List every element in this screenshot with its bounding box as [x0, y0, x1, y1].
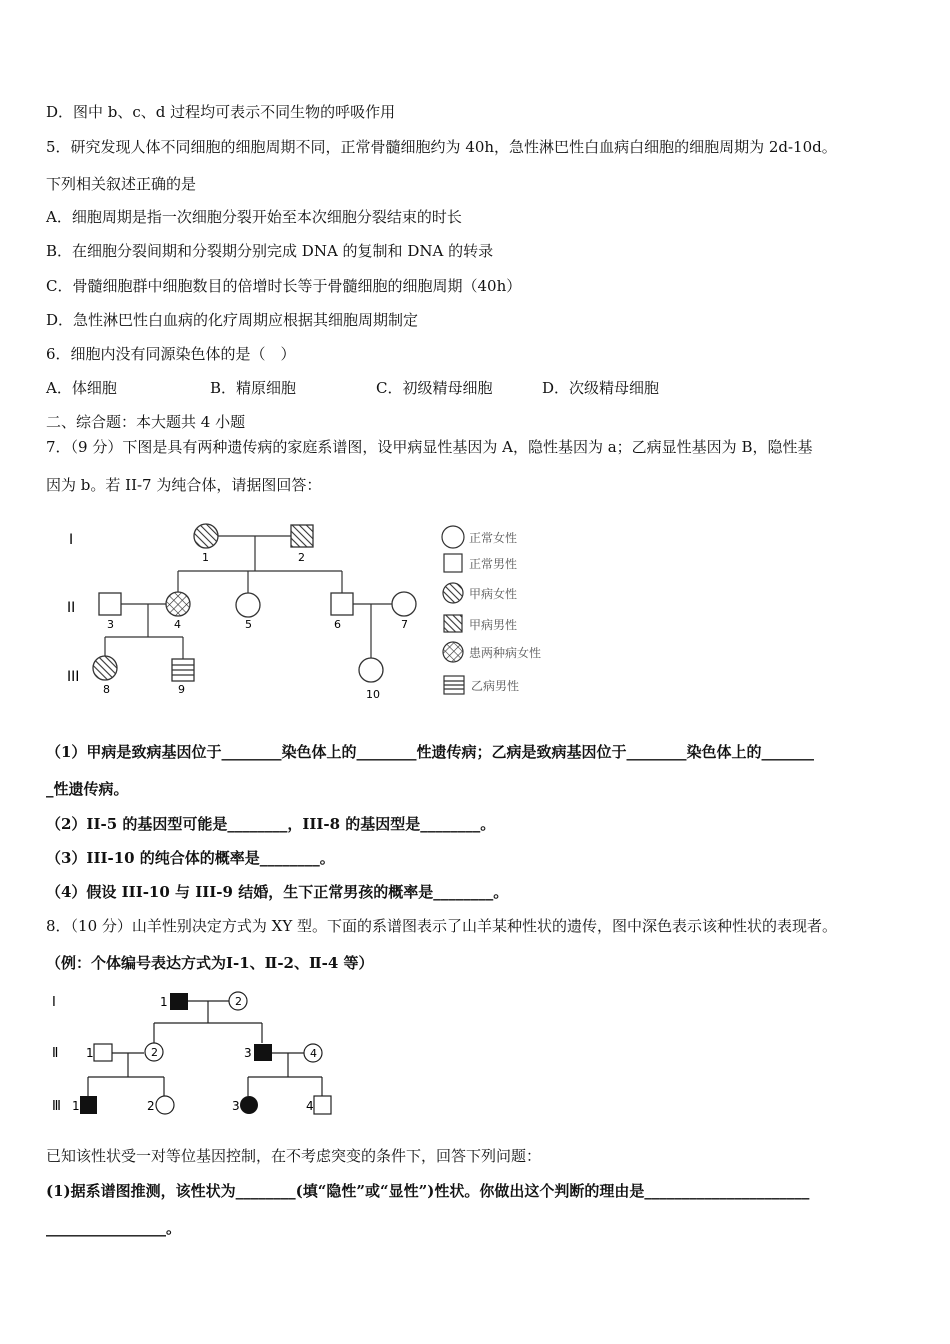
q7-part4: （4）假设 III-10 与 III-9 结婚，生下正常男孩的概率是________。 — [46, 883, 509, 901]
q7-num-6: 6 — [334, 618, 341, 631]
q7-part2: （2）II-5 的基因型可能是________，III-8 的基因型是________。 — [46, 815, 496, 833]
q7-num-1: 1 — [202, 551, 209, 564]
q8-individual-III-1 — [80, 1096, 97, 1114]
section-heading: 二、综合题：本大题共 4 小题 — [46, 413, 246, 431]
q8-known: 已知该性状受一对等位基因控制，在不考虑突变的条件下，回答下列问题： — [46, 1147, 542, 1165]
q8-num-III-4: 4 — [306, 1099, 314, 1113]
legend-both-female-label: 患两种病女性 — [469, 646, 542, 660]
q7-individual-II-6 — [331, 593, 353, 615]
q7-individual-II-4 — [166, 592, 190, 616]
q7-part3: （3）III-10 的纯合体的概率是________。 — [46, 849, 335, 867]
q8-num-I-1: 1 — [160, 995, 168, 1009]
q7-stem-line2: 因为 b。若 II-7 为纯合体，请据图回答： — [46, 476, 322, 494]
q7-gen-I: I — [69, 532, 74, 548]
q7-part1-line1: （1）甲病是致病基因位于________染色体上的________性遗传病；乙病是致病基因位于________染色体上的_______ — [46, 743, 814, 761]
q8-num-III-2: 2 — [147, 1099, 155, 1113]
q6-option-a: A．体细胞 — [46, 379, 117, 397]
legend-normal-male-label: 正常男性 — [469, 557, 518, 571]
q7-num-3: 3 — [107, 618, 114, 631]
legend-normal-female-symbol — [442, 526, 464, 548]
q7-stem-line1: 7．（9 分）下图是具有两种遗传病的家庭系谱图，设甲病显性基因为 A，隐性基因为 a；乙病显性基因为 B，隐性基 — [46, 438, 813, 456]
q7-num-4: 4 — [174, 618, 181, 631]
q7-individual-III-10 — [359, 658, 383, 682]
q7-legend — [442, 526, 541, 694]
q8-num-I-2: 2 — [235, 995, 242, 1008]
q7-pedigree — [55, 515, 615, 710]
q8-individual-III-3 — [240, 1096, 258, 1114]
q7-num-2: 2 — [298, 551, 305, 564]
q8-num-III-1: 1 — [72, 1099, 80, 1113]
q5-option-d: D．急性淋巴性白血病的化疗周期应根据其细胞周期制定 — [46, 311, 419, 329]
q8-num-II-2: 2 — [151, 1046, 158, 1059]
q6-option-b: B．精原细胞 — [210, 379, 297, 397]
q7-num-9: 9 — [178, 683, 185, 696]
legend-a-male-label: 甲病男性 — [469, 618, 518, 632]
q8-num-II-1: 1 — [86, 1046, 94, 1060]
q8-individual-I-1 — [170, 993, 188, 1010]
q8-individual-III-4 — [314, 1096, 331, 1114]
q7-num-7: 7 — [401, 618, 408, 631]
legend-a-female-label: 甲病女性 — [469, 587, 518, 601]
q8-num-II-4: 4 — [310, 1047, 317, 1060]
q7-individual-II-3 — [99, 593, 121, 615]
q8-gen-III: Ⅲ — [52, 1099, 61, 1114]
q8-individual-II-1 — [94, 1044, 112, 1061]
q5-option-a: A．细胞周期是指一次细胞分裂开始至本次细胞分裂结束的时长 — [46, 208, 462, 226]
legend-b-male-label: 乙病男性 — [471, 679, 520, 693]
q8-part1-line2: ________________。 — [46, 1219, 182, 1237]
legend-a-female-symbol — [443, 583, 463, 603]
q7-num-10: 10 — [366, 688, 380, 701]
q5-option-b: B．在细胞分裂间期和分裂期分别完成 DNA 的复制和 DNA 的转录 — [46, 242, 494, 260]
q7-gen-II: II — [67, 600, 76, 616]
q8-num-II-3: 3 — [244, 1046, 252, 1060]
q7-part1-line2: _性遗传病。 — [46, 780, 129, 798]
q8-part1-line1: (1)据系谱图推测，该性状为________(填“隐性”或“显性”)性状。你做出这个判断的理由是______________________ — [46, 1182, 810, 1200]
q7-individual-II-7 — [392, 592, 416, 616]
q8-pedigree — [46, 985, 346, 1120]
legend-a-male-symbol — [444, 615, 462, 632]
q7-individual-I-2 — [291, 525, 313, 547]
q6-option-d: D．次级精母细胞 — [542, 379, 660, 397]
q8-num-III-3: 3 — [232, 1099, 240, 1113]
legend-both-female-symbol — [443, 642, 463, 662]
q8-stem-line2: （例：个体编号表达方式为Ⅰ-1、Ⅱ-2、Ⅱ-4 等） — [46, 954, 374, 972]
q7-individual-III-8 — [93, 656, 117, 680]
q7-individual-II-5 — [236, 593, 260, 617]
q8-individual-III-2 — [156, 1096, 174, 1114]
legend-normal-female-label: 正常女性 — [469, 531, 518, 545]
q7-num-8: 8 — [103, 683, 110, 696]
q5-stem-line2: 下列相关叙述正确的是 — [46, 175, 197, 193]
q7-gen-III: III — [67, 669, 80, 685]
q8-individual-II-3 — [254, 1044, 272, 1061]
q7-num-5: 5 — [245, 618, 252, 631]
q6-stem: 6．细胞内没有同源染色体的是（ ） — [46, 345, 296, 363]
q5-stem-line1: 5．研究发现人体不同细胞的细胞周期不同，正常骨髓细胞约为 40h，急性淋巴性白血病白细胞的细胞周期为 2d-10d。 — [46, 138, 837, 156]
q5-option-c: C．骨髓细胞群中细胞数目的倍增时长等于骨髓细胞的细胞周期（40h） — [46, 277, 522, 295]
q8-stem-line1: 8．（10 分）山羊性别决定方式为 XY 型。下面的系谱图表示了山羊某种性状的遗传，图中深色表示该种性状的表现者。 — [46, 917, 838, 935]
legend-normal-male-symbol — [444, 554, 462, 572]
q4-option-d: D．图中 b、c、d 过程均可表示不同生物的呼吸作用 — [46, 103, 396, 121]
q7-individual-I-1 — [194, 524, 218, 548]
q6-option-c: C．初级精母细胞 — [376, 379, 493, 397]
q8-gen-II: Ⅱ — [52, 1046, 59, 1061]
q8-gen-I: Ⅰ — [52, 995, 56, 1010]
